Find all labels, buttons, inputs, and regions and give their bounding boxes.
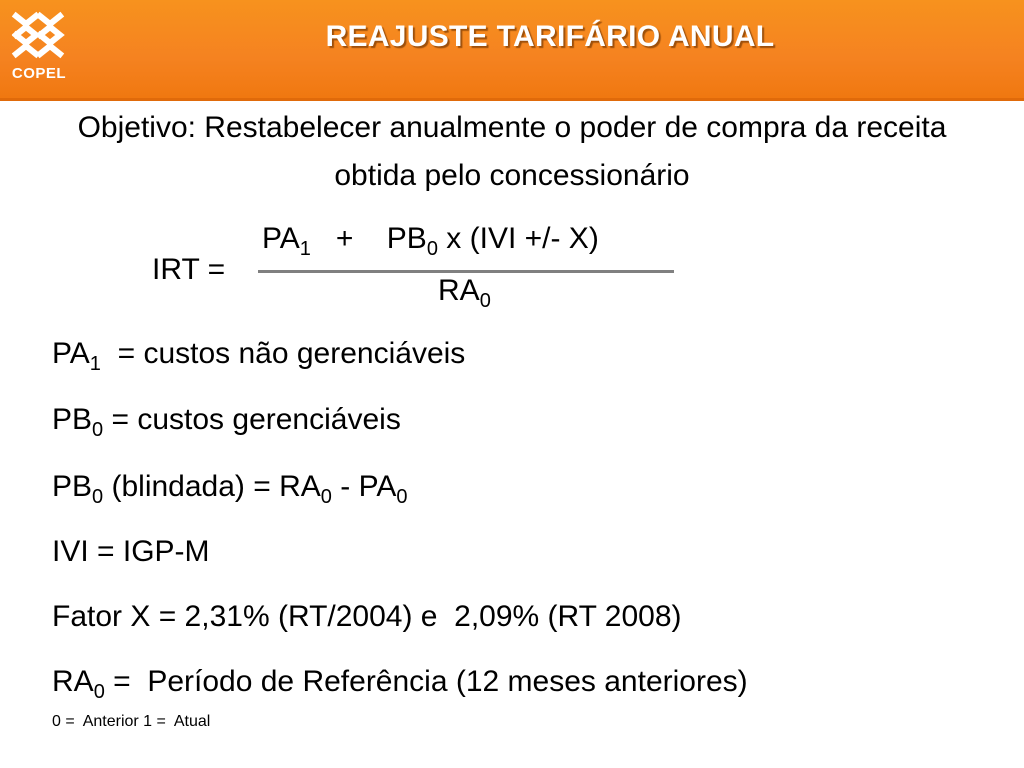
- formula-numerator: [262, 222, 599, 260]
- def-sub: 0: [92, 419, 104, 441]
- def-text: = Período de Referência (12 meses anteriores): [104, 665, 748, 698]
- def-sub: 0: [320, 486, 332, 508]
- def-text: (blindada) = RA: [103, 470, 321, 503]
- def-sub: 0: [93, 681, 105, 703]
- page-title: REAJUSTE TARIFÁRIO ANUAL: [325, 20, 775, 53]
- formula-ra-sub: 0: [479, 290, 491, 312]
- def-sub: 1: [89, 353, 101, 375]
- formula-denominator: [438, 274, 491, 312]
- definition-ivi: IVI = IGP-M: [52, 535, 210, 568]
- formula-pa: PA: [262, 222, 300, 255]
- definition-fator-x: Fator X = 2,31% (RT/2004) e 2,09% (RT 2008): [52, 600, 682, 633]
- def-sub: 0: [396, 486, 408, 508]
- def-var: PB: [52, 470, 93, 503]
- logo-text: COPEL: [11, 65, 67, 82]
- definition-pb0: [52, 403, 401, 441]
- formula-rest: x (IVI +/- X): [437, 222, 599, 255]
- formula-pb-sub: 0: [426, 238, 438, 260]
- objective-text: [0, 104, 1024, 200]
- def-text: = custos não gerenciáveis: [100, 337, 466, 370]
- header-bar: [0, 0, 1024, 101]
- definition-pa1: [52, 337, 466, 375]
- def-var: PA: [52, 337, 90, 370]
- formula-plus: +: [310, 222, 387, 255]
- formula-ra: RA: [438, 274, 480, 307]
- def-sub: 0: [92, 486, 104, 508]
- formula-lhs: IRT =: [152, 253, 226, 286]
- formula-pb: PB: [386, 222, 427, 255]
- objective-line-1: Objetivo: Restabelecer anualmente o poder de compra da receita: [77, 111, 947, 144]
- objective-line-2: obtida pelo concessionário: [334, 159, 690, 192]
- def-var: RA: [52, 665, 94, 698]
- def-text: = custos gerenciáveis: [103, 403, 401, 436]
- footnote: 0 = Anterior 1 = Atual: [52, 713, 211, 730]
- definition-ra0: [52, 665, 748, 703]
- def-text: - PA: [331, 470, 397, 503]
- fraction-line: [258, 270, 674, 273]
- def-var: PB: [52, 403, 93, 436]
- definition-pb0-blindada: [52, 470, 408, 508]
- formula-pa-sub: 1: [299, 238, 311, 260]
